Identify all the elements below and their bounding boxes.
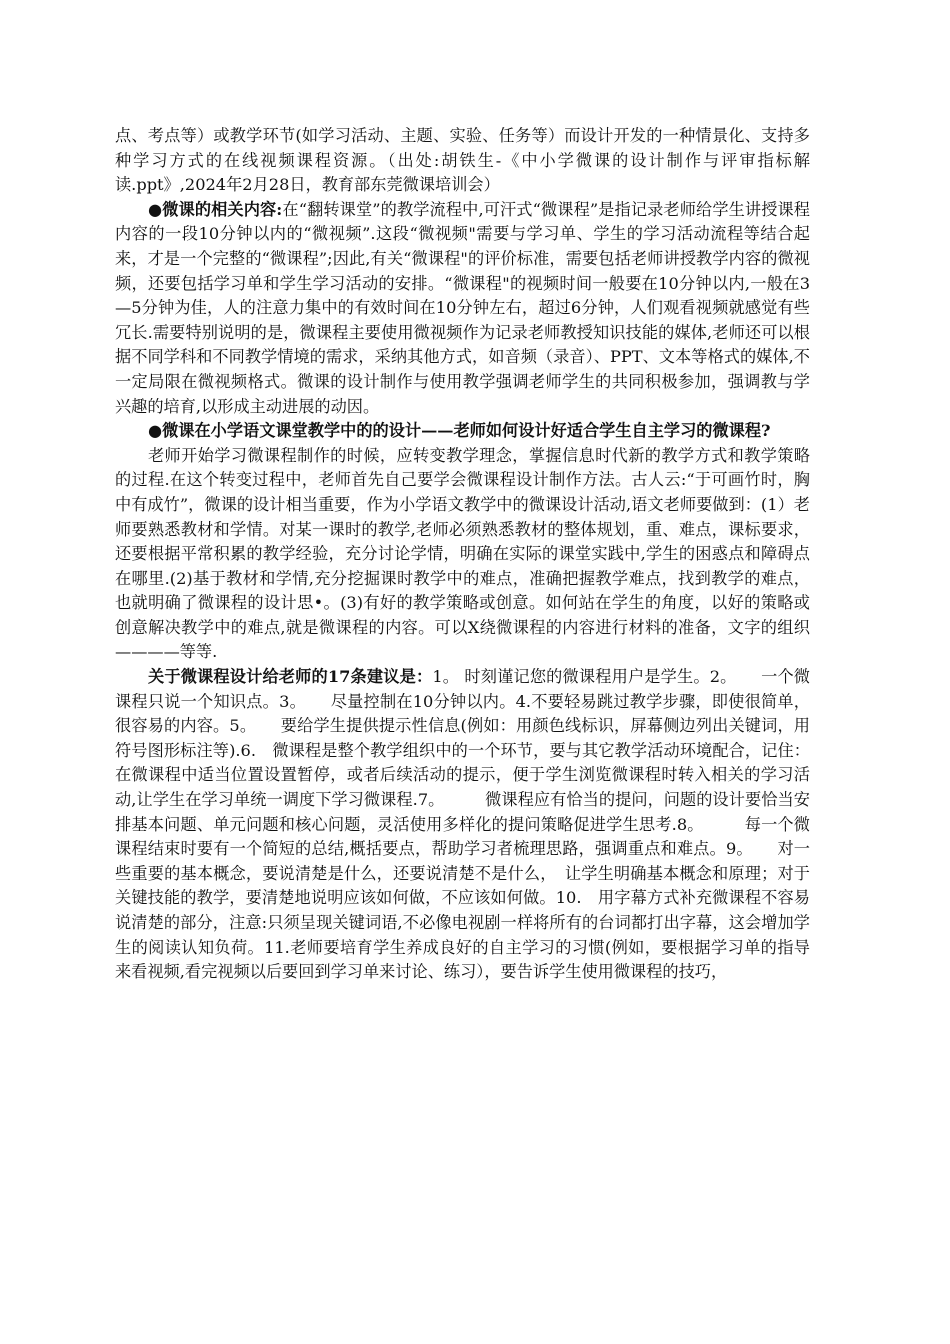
suggestions-heading: 关于微课程设计给老师的17条建议是： [148,667,433,687]
related-content-body: 在“翻转课堂”的教学流程中,可汗式“微课程”是指记录老师给学生讲授课程内容的一段10分钟以内的“微视频”.这段“微视频"需要与学习单、学生的学习活动流程等结合起来，才是一个完整的“微课程”;因此,有关“微课程"的评价标准，需要包括老师讲授教学内容的微视频，还要包括学习单和学生学习活动的安排。“微课程"的视频时间一般要在10分钟以内,一般在3—5分钟为佳，人的注意力集中的有效时间在10分钟左右，超过6分钟，人们观看视频就感觉有些冗长.需要特别说明的是，微课程主要使用微视频作为记录老师教授知识技能的媒体,老师还可以根据不同学科和不同教学情境的需求，采纳其他方式，如音频（录音）、PPT、文本等格式的媒体,不一定局限在微视频格式。微课的设计制作与使用教学强调老师学生的共同积极参加，强调教与学兴趣的培育,以形成主动进展的动因。 [115,199,810,416]
design-section-heading: ●微课在小学语文课堂教学中的的设计——老师如何设计好适合学生自主学习的微课程? [148,421,771,441]
suggestions-body: 1。 时刻谨记您的微课程用户是学生。2。 一个微课程只说一个知识点。3。 尽量控制在10分钟以内。4.不要轻易跳过教学步骤，即使很简单，很容易的内容。5。 要给学生提供提示性信息(例如：用颜色线标识，屏幕侧边列出关键词，用符号图形标注等).6. 微课程是整个教学组织中的一个环节，要与其它教学活动环境配合，记住：在微课程中适当位置设置暂停，或者后续活动的提示，便于学生浏览微课程时转入相关的学习活动,让学生在学习单统一调度下学习微课程.7。 微课程应有恰当的提问，问题的设计要恰当安排基本问题、单元问题和核心问题，灵活使用多样化的提问策略促进学生思考.8。 每一个微课程结束时要有一个简短的总结,概括要点，帮助学习者梳理思路，强调重点和难点。9。 对一些重要的基本概念，要说清楚是什么，还要说清楚不是什么， 让学生明确基本概念和原理；对于关键技能的教学，要清楚地说明应该如何做，不应该如何做。10. 用字幕方式补充微课程不容易说清楚的部分，注意:只须呈现关键词语,不必像电视剧一样将所有的台词都打出字幕，这会增加学生的阅读认知负荷。11.老师要培育学生养成良好的自主学习的习惯(例如，要根据学习单的指导来看视频,看完视频以后要回到学习单来讨论、练习），要告诉学生使用微课程的技巧， [115,667,810,982]
document-page [115,124,810,985]
suggestions-paragraph [115,665,810,985]
related-content-heading: ●微课的相关内容: [148,199,283,219]
related-content-paragraph [115,198,810,419]
design-section-paragraph: 老师开始学习微课程制作的时候，应转变教学理念，掌握信息时代新的教学方式和教学策略的过程.在这个转变过程中，老师首先自己要学会微课程设计制作方法。古人云:“于可画竹时，胸中有成竹”，微课的设计相当重要，作为小学语文教学中的微课设计活动,语文老师要做到：(1）老师要熟悉教材和学情。对某一课时的教学,老师必须熟悉教材的整体规划，重、难点，课标要求，还要根据平常积累的教学经验，充分讨论学情，明确在实际的课堂实践中,学生的困惑点和障碍点在哪里.(2)基于教材和学情,充分挖掘课时教学中的难点，准确把握教学难点，找到教学的难点，也就明确了微课程的设计思•。(3)有好的教学策略或创意。如何站在学生的角度，以好的策略或创意解决教学中的难点,就是微课程的内容。可以X绕微课程的内容进行材料的准备，文字的组织————等等. [115,445,810,662]
intro-continuation-paragraph: 点、考点等）或教学环节(如学习活动、主题、实验、任务等）而设计开发的一种情景化、支持多种学习方式的在线视频课程资源。（出处:胡铁生-《中小学微课的设计制作与评审指标解读.ppt》,2024年2月28日，教育部东莞微课培训会） [115,126,810,195]
